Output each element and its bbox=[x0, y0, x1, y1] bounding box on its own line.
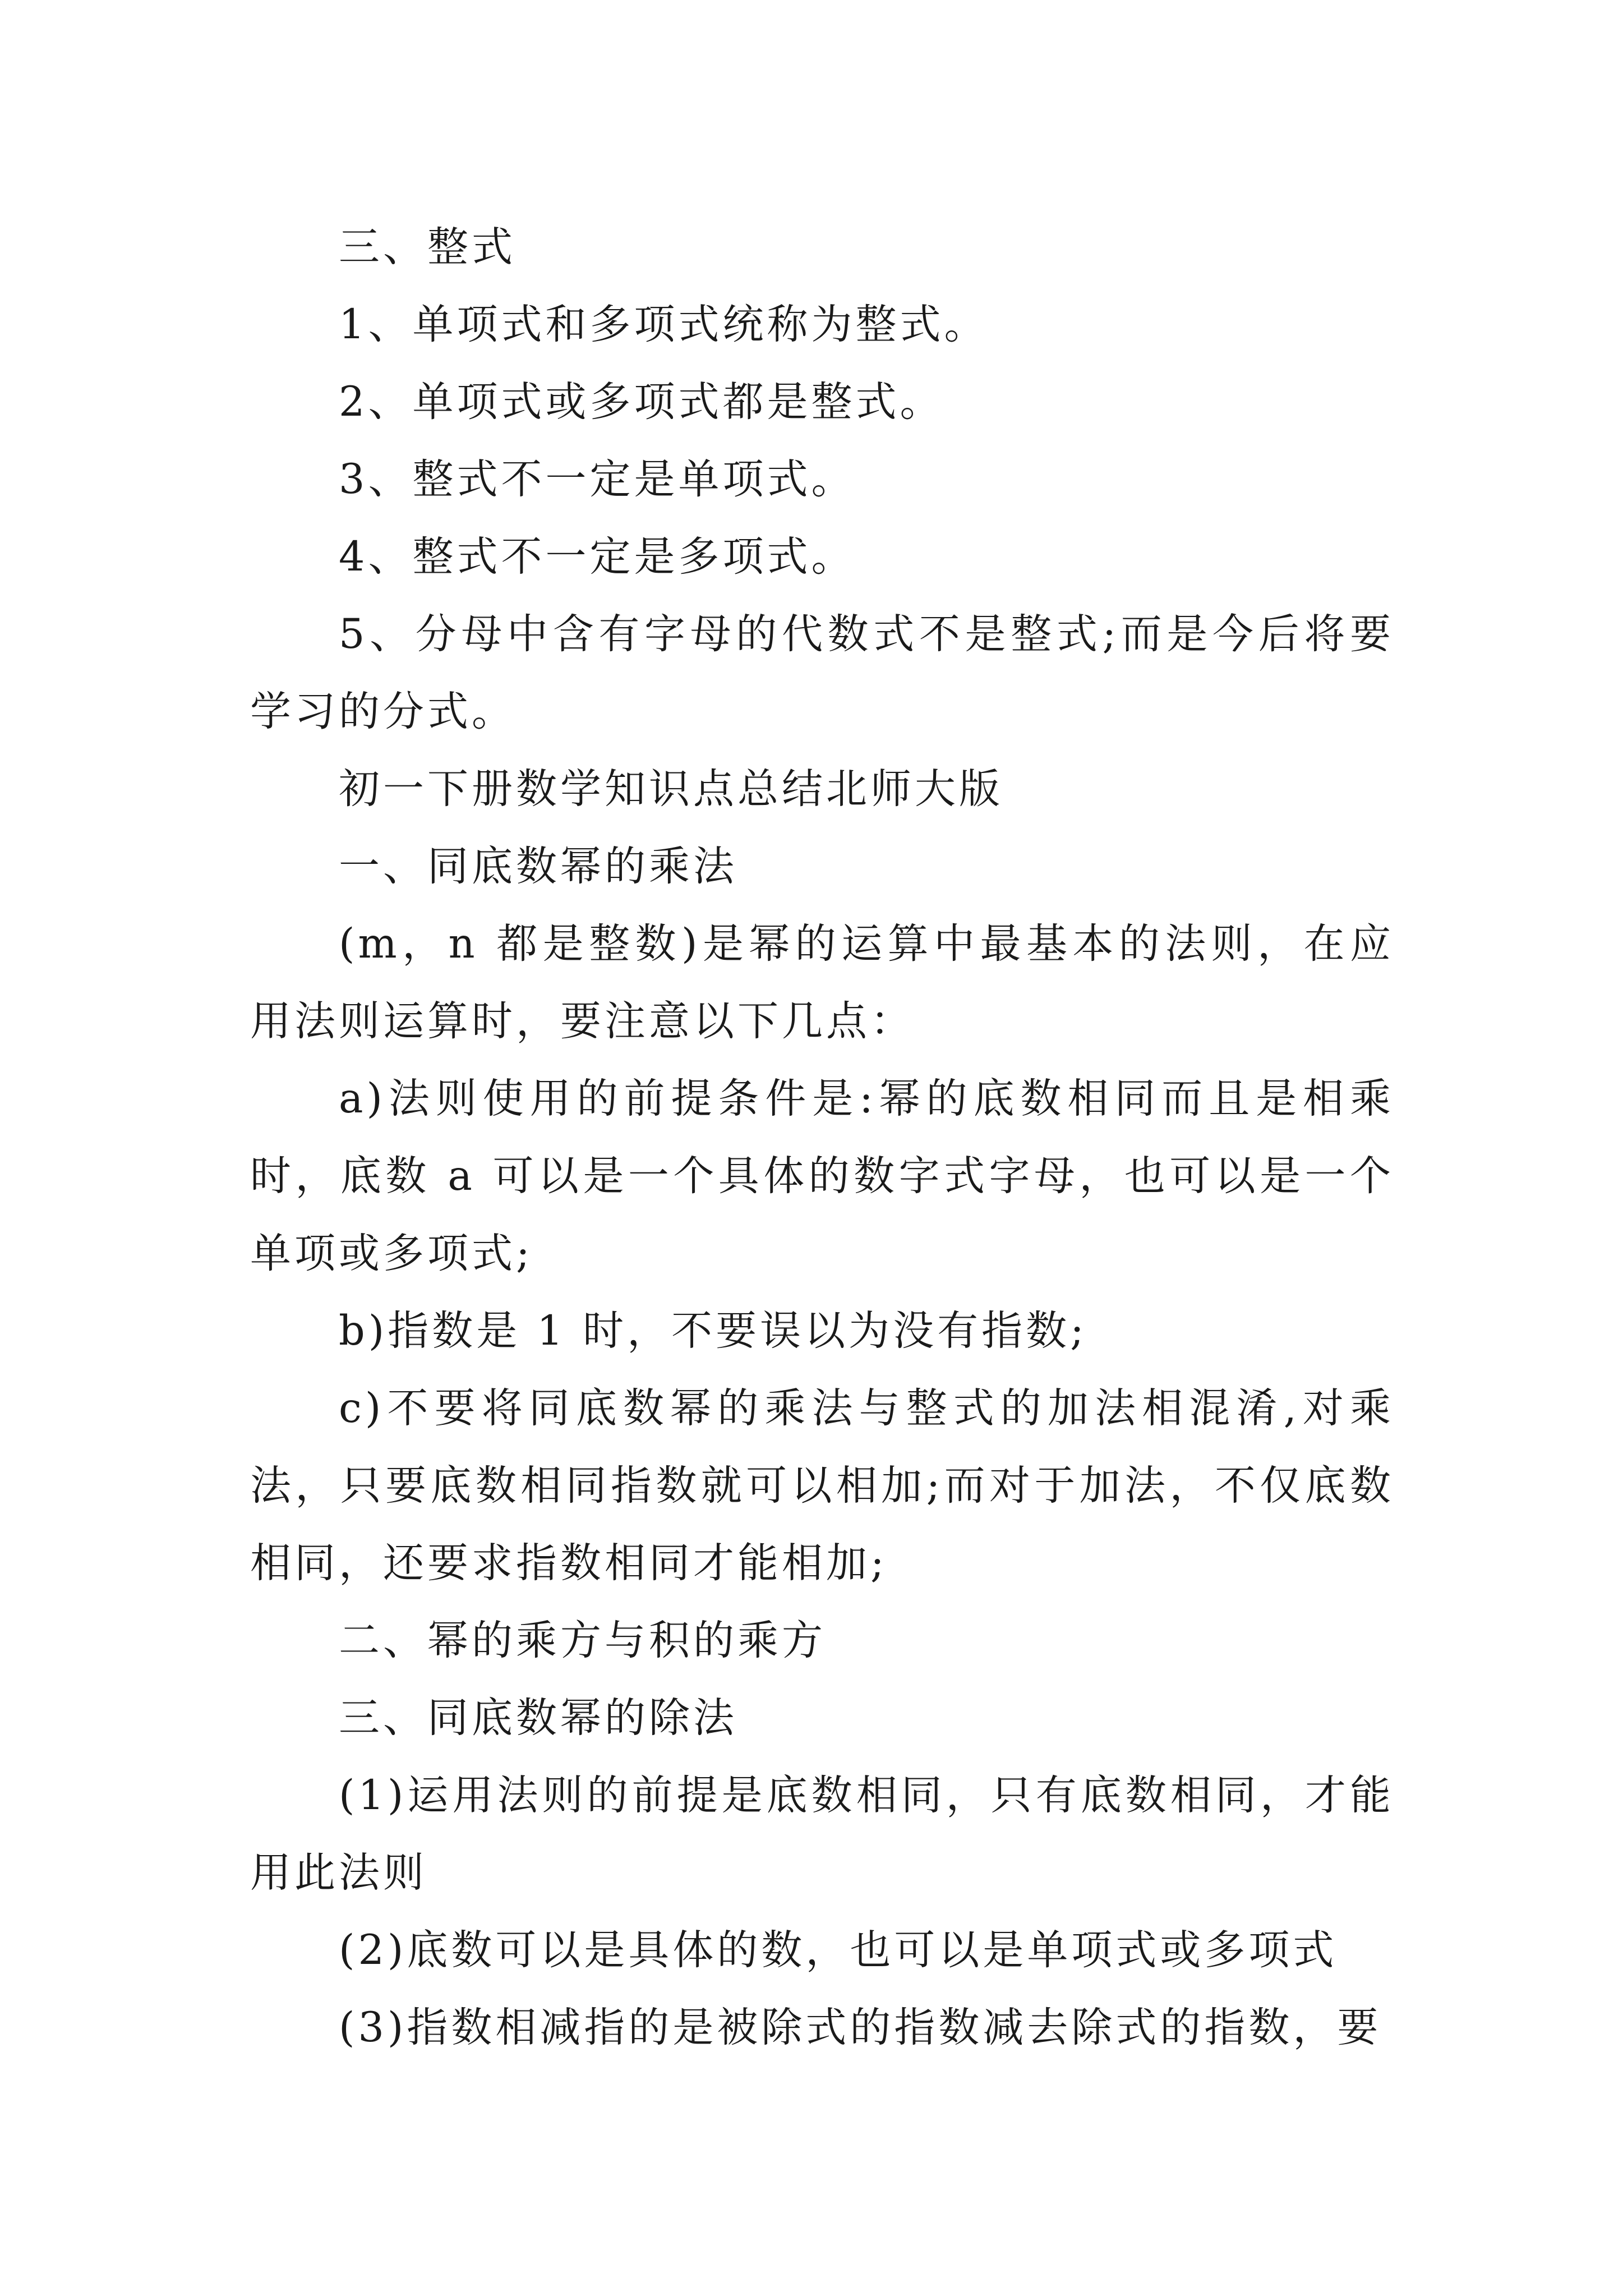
section-heading-integral-expressions: 三、整式 bbox=[339, 223, 516, 271]
list-item: 5、分母中含有字母的代数式不是整式;而是今后将要学习的分式。 bbox=[250, 610, 1394, 735]
list-item: 1、单项式和多项式统称为整式。 bbox=[339, 301, 989, 348]
list-item: 2、单项式或多项式都是整式。 bbox=[339, 378, 944, 426]
note-item: (3)指数相减指的是被除式的指数减去除式的指数，要 bbox=[339, 2004, 1382, 2051]
note-item: c)不要将同底数幂的乘法与整式的加法相混淆,对乘法，只要底数相同指数就可以相加;而对于加法，不仅底数相同，还要求指数相同才能相加; bbox=[250, 1384, 1394, 1587]
body-paragraph: (m，n 都是整数)是幂的运算中最基本的法则，在应用法则运算时，要注意以下几点： bbox=[250, 920, 1394, 1045]
section-heading-power: 二、幂的乘方与积的乘方 bbox=[339, 1617, 826, 1664]
document-body bbox=[250, 209, 1394, 2067]
note-item: b)指数是 1 时，不要误以为没有指数; bbox=[339, 1307, 1087, 1355]
note-item: a)法则使用的前提条件是:幂的底数相同而且是相乘时，底数 a 可以是一个具体的数字式字母，也可以是一个单项或多项式; bbox=[250, 1075, 1394, 1277]
document-title: 初一下册数学知识点总结北师大版 bbox=[339, 765, 1003, 813]
section-heading-division: 三、同底数幂的除法 bbox=[339, 1694, 737, 1742]
list-item: 3、整式不一定是单项式。 bbox=[339, 455, 856, 503]
note-item: (1)运用法则的前提是底数相同，只有底数相同，才能用此法则 bbox=[250, 1772, 1394, 1897]
section-heading-multiplication: 一、同底数幂的乘法 bbox=[339, 843, 737, 890]
note-item: (2)底数可以是具体的数，也可以是单项式或多项式 bbox=[339, 1926, 1338, 1974]
list-item: 4、整式不一定是多项式。 bbox=[339, 533, 856, 581]
